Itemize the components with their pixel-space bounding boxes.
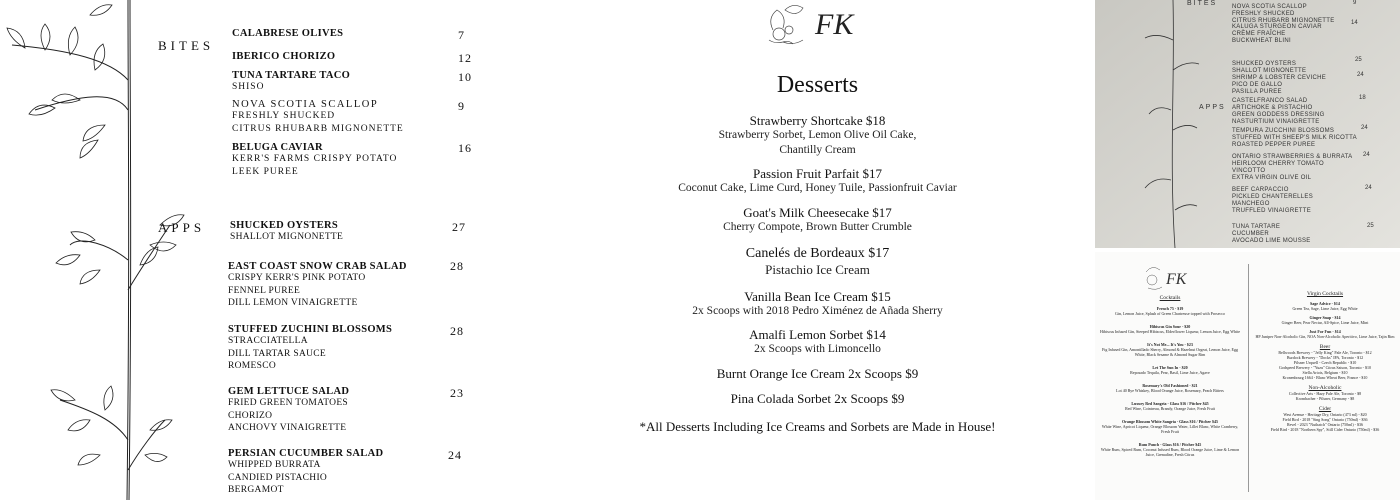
dessert-name: Strawberry Shortcake $18 [749,113,886,128]
menu-item [228,261,518,310]
cocktail-item: Hibiscus Gin Sour - $20 Hibiscus Infused Gin, Steeped Hibiscus, Elderflower Liqueur, Lemon Juice, Egg White [1100,324,1240,334]
bites-section-label: BITES [158,38,215,53]
photo-item-line: ONTARIO STRAWBERRIES & BURRATA [1232,154,1353,160]
virgin-cocktails-heading: Virgin Cocktails [1306,291,1344,297]
dessert-desc: Strawberry Sorbet, Lemon Olive Oil Cake, [718,129,917,141]
dessert-footnote: *All Desserts Including Ice Creams and Sorbets are Made in House! [639,419,996,434]
item-desc: SHISO [232,82,265,92]
photo-item-line: AVOCADO LIME MOUSSE [1232,238,1311,244]
item-price: 7 [458,28,465,42]
photo-item-price: 25 [1355,57,1362,63]
item-desc: ANCHOVY VINAIGRETTE [228,423,347,433]
beer-item: Bellwoods Brewery - "Jelly King" Pale Ale, Toronto - $12 [1278,350,1372,355]
cocktail-item: Rosemary's Old Fashioned - $21 Lot 40 Rye Whiskey, Blood Orange Juice, Rosemary, Peach Bitters [1116,383,1224,393]
photo-item-line: TUNA TARTARE [1232,224,1281,230]
cocktail-item: Rum Punch - Glass $16 / Pitcher $45 White Rum, Spiced Rum, Coconut Infused Rum, Blood Orange Juice, Lime & Lemon Juice, Grenadine, Fresh Citrus [1100,442,1240,457]
dessert-name: Burnt Orange Ice Cream 2x Scoops $9 [716,366,919,381]
menu-item [232,28,522,42]
item-desc: BERGAMOT [228,485,284,495]
dessert-name: Amalfi Lemon Sorbet $14 [749,327,886,342]
item-desc: SHALLOT MIGNONETTE [230,232,344,242]
fk-logo-small [1140,262,1200,292]
photo-item-line: CUCUMBER [1232,231,1270,237]
cider-item: Revel - 2023 "Nuthatch" Ontario (750ml) - $36 [1286,422,1364,427]
photo-item-line: BEEF CARPACCIO [1232,187,1289,193]
dessert-item [540,113,1095,158]
item-price: 24 [448,448,462,462]
item-desc: WHIPPED BURRATA [228,460,321,470]
photo-item-line: FRESHLY SHUCKED [1232,11,1295,17]
fk-logo [755,0,875,48]
photo-item-price: 24 [1361,125,1368,131]
item-price: 16 [458,141,472,155]
item-price: 28 [450,324,464,338]
photo-item-line: VINCOTTO [1232,168,1266,174]
photo-item [1232,61,1306,75]
dessert-item [540,246,1095,278]
item-name: BELUGA CAVIAR [232,142,323,153]
item-name: SHUCKED OYSTERS [230,220,339,231]
logo-text: FK [815,8,854,41]
menu-photo-top [1095,0,1400,248]
desserts-menu-panel [540,0,1095,500]
apps-section-label: APPS [158,220,206,235]
beer-item: Godspeed Brewery - "Yuzu" Citrus Saison, Toronto - $10 [1279,365,1371,370]
menu-item [230,220,520,244]
dessert-desc: Chantilly Cream [779,144,856,156]
cocktail-item: Luxury Red Sangria - Glass $16 / Pitcher $45 Red Wine, Cointreau, Brandy, Orange Juice, Fresh Fruit [1125,401,1215,411]
photo-item-line: TRUFFLED VINAIGRETTE [1232,208,1312,214]
photo-item-line: BUCKWHEAT BLINI [1232,38,1291,44]
dessert-name: Passion Fruit Parfait $17 [753,166,882,181]
dessert-name: Goat's Milk Cheesecake $17 [743,205,892,220]
dessert-item [540,366,1095,381]
cider-item: West Avenue - Heritage Dry, Ontario (473 ml) - $20 [1283,412,1367,417]
menu-item [228,386,518,435]
menu-item [228,448,518,497]
virgin-item: Just For Fun - $14 HP Juniper Non-Alcoholic Gin, NOA Non-Alcoholic Aperitivo, Lime Juice, Tajin Rim [1255,329,1395,339]
dessert-item [540,327,1095,357]
beer-item: Stella Artois, Belgium - $10 [1302,370,1348,375]
cocktail-item: It's Not Me... It's You - $23 Fig Infused Gin, Amontillado Sherry, Almond & Hazelnut Orgeat, Lemon Juice, Egg White, Black Sesame & Almond Sugar Rim [1102,342,1238,357]
photo-item-line: GREEN GODDESS DRESSING [1232,112,1325,118]
photo-item [1232,154,1352,182]
item-desc: STRACCIATELLA [228,336,308,346]
cocktails-heading: Cocktails [1159,295,1181,301]
dessert-desc: 2x Scoops with 2018 Pedro Ximénez de Añada Sherry [692,305,943,317]
page-title: Desserts [776,72,859,98]
photo-apps-label: APPS [1199,104,1226,111]
item-name: EAST COAST SNOW CRAB SALAD [228,261,407,272]
item-desc: LEEK PUREE [232,166,299,177]
photo-item-line: EXTRA VIRGIN OLIVE OIL [1232,175,1312,181]
item-name: IBERICO CHORIZO [232,51,336,62]
botanical-vine-illustration [0,0,190,500]
photo-item [1232,75,1326,96]
photo-item-line: STUFFED WITH SHEEP'S MILK RICOTTA [1232,135,1357,141]
photo-item [1232,98,1325,126]
dessert-desc: Pistachio Ice Cream [765,262,870,277]
photo-item-line: CITRUS RHUBARB MIGNONETTE [1232,18,1335,24]
photo-item-line: ROASTED PEPPER PUREE [1232,142,1316,148]
na-item: Krombacher - Pilsner, Germany - $8 [1295,396,1355,401]
photo-item-price: 14 [1351,20,1358,26]
dessert-desc: Coconut Cake, Lime Curd, Honey Tuile, Passionfruit Caviar [678,182,957,194]
photo-item-price: 9 [1353,0,1357,6]
logo-text: FK [1166,271,1187,288]
bites-apps-menu-panel [0,0,540,500]
photo-item-price: 18 [1359,95,1366,101]
non-alcoholic-heading: Non-Alcoholic [1308,385,1342,391]
photo-item-price: 24 [1365,185,1372,191]
dessert-desc: Cherry Compote, Brown Butter Crumble [723,221,912,233]
photo-item-line: MANCHEGO [1232,201,1270,207]
photo-item-line: TEMPURA ZUCCHINI BLOSSOMS [1232,128,1335,134]
photo-item-line: SHALLOT MIGNONETTE [1232,68,1307,74]
item-name: NOVA SCOTIA SCALLOP [232,99,379,110]
photo-item-line: CASTELFRANCO SALAD [1232,98,1308,104]
item-desc: CANDIED PISTACHIO [228,472,328,483]
item-name: CALABRESE OLIVES [232,28,344,39]
item-desc: CRISPY KERR'S PINK POTATO [228,273,366,283]
beer-item: Pilsner Urquell - Czech Republic - $10 [1293,360,1357,365]
item-desc: KERR'S FARMS CRISPY POTATO [232,154,398,164]
dessert-item [540,289,1095,319]
item-desc: CHORIZO [228,410,273,421]
item-name: TUNA TARTARE TACO [232,70,351,81]
photo-item-line: PICO DE GALLO [1232,82,1283,88]
item-price: 23 [450,386,464,400]
item-price: 27 [452,220,466,234]
beer-heading: Beer [1319,344,1331,350]
item-price: 12 [458,51,472,65]
menu-item [232,51,522,65]
virgin-item: Sage Advice - $14 Green Tea, Sage, Lime Juice, Egg White [1292,301,1358,311]
menu-item [228,324,518,373]
cider-item: Field Bird - 2018 "Sing Song" Ontario (750ml) - $36 [1282,417,1368,422]
item-name: GEM LETTUCE SALAD [228,386,350,397]
dessert-item [540,391,1095,406]
beer-item: Kronenbourg 1664 - Blanc Wheat Beer, France - $10 [1282,375,1368,380]
photo-item-price: 25 [1367,223,1374,229]
photo-item-line: HEIRLOOM CHERRY TOMATO [1232,161,1324,167]
photo-item [1232,128,1357,149]
na-item: Collective Arts - Hazy Pale Ale, Toronto - $8 [1288,391,1362,396]
cocktails-column [1100,296,1240,457]
item-desc: FENNEL PUREE [228,285,301,296]
photo-item [1232,4,1335,25]
photo-item [1232,24,1322,45]
dessert-name: Vanilla Bean Ice Cream $15 [744,289,891,304]
photo-item-line: SHRIMP & LOBSTER CEVICHE [1232,75,1327,81]
item-desc: ROMESCO [228,361,277,371]
item-price: 10 [458,70,472,84]
photo-item [1232,187,1313,215]
cocktail-menu-thumbnail [1095,252,1400,500]
item-desc: DILL TARTAR SAUCE [228,348,327,359]
dessert-item [540,166,1095,196]
item-price: 9 [458,99,465,113]
photo-item-line: PICKLED CHANTERELLES [1232,194,1314,200]
photo-bites-label: BITES [1187,0,1218,7]
photo-item-line: KALUGA STURGEON CAVIAR [1232,24,1322,30]
photo-item-line: CRÈME FRAÎCHE [1232,31,1286,37]
photo-item-line: NOVA SCOTIA SCALLOP [1232,4,1307,10]
menu-item [232,142,522,178]
photo-item-price: 24 [1363,152,1370,158]
cider-item: Field Bird - 2018 "Northern Spy", Still Cider Ontario (750ml) - $36 [1270,427,1380,432]
photo-item-line: ARTICHOKE & PISTACHIO [1232,105,1313,111]
column-divider [1248,264,1249,492]
virgin-cocktails-column [1255,292,1395,432]
item-name: PERSIAN CUCUMBER SALAD [228,448,384,459]
cider-heading: Cider [1318,406,1332,412]
photo-item-line: NASTURTIUM VINAIGRETTE [1232,119,1320,125]
menu-item [232,70,522,94]
beer-item: Burdock Brewery - "Docks" IPA, Toronto - $12 [1286,355,1364,360]
virgin-item: Ginger Snap - $14 Ginger Beer, Pear Nectar, All-Spice, Lime Juice, Mint [1281,315,1369,325]
photo-item-price: 24 [1357,72,1364,78]
photo-item-line: PASILLA PUREE [1232,89,1282,95]
dessert-desc: 2x Scoops with Limoncello [754,343,881,355]
item-desc: CITRUS RHUBARB MIGNONETTE [232,123,404,134]
item-desc: DILL LEMON VINAIGRETTE [228,298,358,308]
cocktail-item: Orange Blossom White Sangria - Glass $16 / Pitcher $45 White Wine, Apricot Liqueur, Orange Blossom Water, Lillet Blanc, White Cranberry, Fresh Fruit [1101,419,1239,434]
item-price: 28 [450,259,464,273]
item-name: STUFFED ZUCHINI BLOSSOMS [228,324,393,335]
menu-item [232,99,522,135]
photo-item-line: SHUCKED OYSTERS [1232,61,1297,67]
cocktail-item: French 75 - $19 Gin, Lemon Juice, Splash of Green Chartreuse topped with Prosecco [1114,306,1226,316]
item-desc: FRIED GREEN TOMATOES [228,398,349,408]
photo-item [1232,224,1311,245]
dessert-item [540,419,1095,434]
item-desc: FRESHLY SHUCKED [232,111,336,121]
dessert-name: Pina Colada Sorbet 2x Scoops $9 [730,391,905,406]
dessert-item [540,205,1095,235]
cocktail-item: Let The Sun In - $20 Reposado Tequila, Pear, Basil, Lime Juice, Agave [1130,365,1210,375]
dessert-name: Canelés de Bordeaux $17 [745,246,890,261]
